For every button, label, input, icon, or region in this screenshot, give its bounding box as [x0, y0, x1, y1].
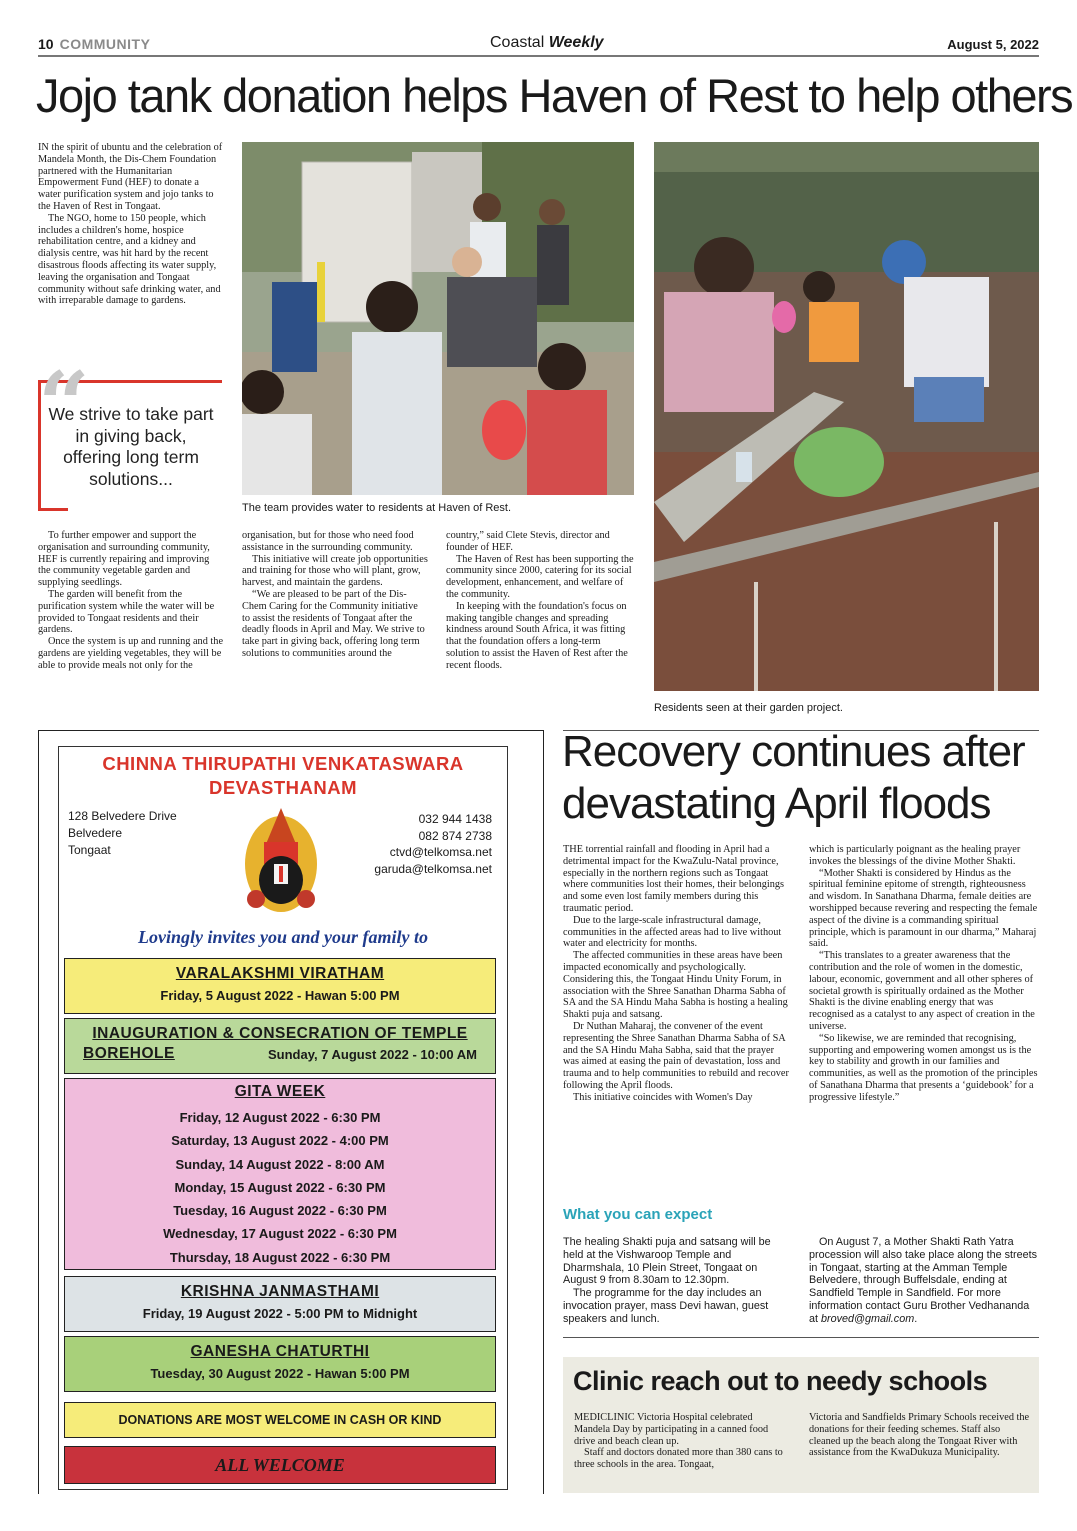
- masthead-coastal: Coastal: [490, 34, 545, 51]
- pull-quote: We strive to take part in giving back, offering long term solutions...: [48, 404, 214, 489]
- photo-water-team: [242, 142, 634, 495]
- paragraph: THE torrential rainfall and flooding in April had a detrimental impact for the KwaZulu-Natal province, especially in the northern regions such as Tongaat where communities lost their homes, their belongings and some even lost family members during this traumatic period.: [563, 844, 785, 914]
- address-line: 128 Belvedere Drive: [68, 809, 177, 823]
- deity-emblem-icon: [226, 804, 336, 916]
- paragraph: Staff and doctors donated more than 380 cans to three schools in the area. Tongaat,: [574, 1447, 783, 1471]
- masthead-weekly: Weekly: [548, 34, 604, 51]
- article-column: [38, 530, 224, 672]
- paragraph: This initiative will create job opportunities and training for those who will plant, grow, harvest, and maintain the gardens.: [242, 553, 428, 589]
- address-line: Tongaat: [68, 843, 111, 857]
- donations-text: DONATIONS ARE MOST WELCOME IN CASH OR KIND: [118, 1413, 442, 1427]
- paragraph: MEDICLINIC Victoria Hospital celebrated Mandela Day by participating in a canned food drive and beach clean up.: [574, 1412, 769, 1447]
- paragraph: This initiative coincides with Women's Day: [573, 1091, 753, 1103]
- article-column: [242, 530, 428, 660]
- donations-box: [64, 1402, 496, 1438]
- event-title: GITA WEEK: [234, 1083, 326, 1100]
- event-box-krishna: [64, 1276, 496, 1332]
- event-title: BOREHOLE: [83, 1045, 175, 1062]
- paragraph: To further empower and support the organisation and surrounding community, HEF is currently repairing and improving the community vegetable garden and supplying seedlings.: [38, 530, 210, 589]
- quote-mark-icon: “: [38, 352, 90, 458]
- info-column: [563, 1236, 789, 1326]
- event-time: Saturday, 13 August 2022 - 4:00 PM: [171, 1133, 389, 1149]
- page-folio: [38, 36, 150, 52]
- article-headline: Clinic reach out to needy schools: [573, 1366, 988, 1396]
- publication-date: August 5, 2022: [947, 37, 1039, 52]
- advert-title: [60, 752, 506, 800]
- paragraph: “We are pleased to be part of the Dis-Chem Caring for the Community initiative to assist the residents of Tongaat after the deadly floods in April and May. We strive to take part in giving back, offering long term solutions to communities around the: [242, 588, 425, 659]
- all-welcome-banner: [64, 1446, 496, 1484]
- article-column: [809, 1412, 1031, 1459]
- paragraph: “This translates to a greater awareness that the contribution and the role of women in the domestic, labour, economic, government and all other spheres of societal growth is spiritually ordained as the Mother Shakti is the divine enabling energy that was recognised as a catalyst to any aspect of creation in the universe.: [809, 950, 1035, 1032]
- header-rule: [38, 55, 1039, 57]
- paragraph: The affected communities in these areas have been impacted economically and psychologically. Considering this, the Tongaat Hindu Unity Forum, in association with the Shree Sanathan Dharma Sabha of SA and the SA Hindu Maha Sabha is hosting a healing Shakti puja and satsang.: [563, 950, 788, 1021]
- paragraph: Due to the large-scale infrastructural damage, communities in the affected areas had to live without water and electricity for months.: [563, 914, 782, 950]
- paragraph: which is particularly poignant as the healing prayer invokes the blessings of the divine Mother Shakti.: [809, 844, 1021, 867]
- page-number: 10: [38, 36, 54, 52]
- sub-heading: What you can expect: [563, 1206, 713, 1223]
- event-time: Sunday, 7 August 2022 - 10:00 AM: [267, 1047, 477, 1062]
- advert-invite: Lovingly invites you and your family to: [138, 927, 428, 947]
- paragraph: The Haven of Rest has been supporting the community since 2000, catering for its social development, enhancement, and welfare of the community.: [446, 553, 634, 600]
- event-box-gita-week: [64, 1078, 496, 1270]
- photo-caption: Residents seen at their garden project.: [654, 702, 843, 714]
- event-time: Friday, 19 August 2022 - 5:00 PM to Midnight: [142, 1306, 418, 1321]
- article-headline: Jojo tank donation helps Haven of Rest to help others: [36, 69, 1073, 122]
- paragraph: Once the system is up and running and the gardens are yielding vegetables, they will be able to provide meals not only for the: [38, 636, 224, 671]
- paragraph: The healing Shakti puja and satsang will be held at the Vishwaroop Temple and Dharmshala, 10 Plein Street, Tongaat on August 9 from 8.30am to 12.30pm.: [563, 1236, 771, 1287]
- article-column: [574, 1412, 790, 1471]
- advert-contacts: [352, 811, 492, 877]
- article-column: [563, 844, 789, 1104]
- info-column: [809, 1236, 1039, 1326]
- paragraph: organisation, but for those who need food assistance in the surrounding community.: [242, 530, 414, 553]
- event-box-ganesha: [64, 1336, 496, 1392]
- section-label: COMMUNITY: [59, 36, 151, 52]
- event-title: KRISHNA JANMASTHAMI: [180, 1283, 380, 1300]
- contact-email-link[interactable]: broved@gmail.com: [821, 1312, 915, 1325]
- masthead: [490, 34, 604, 52]
- advert-address: [68, 808, 177, 859]
- pull-quote-rule: [38, 508, 68, 511]
- headline-line: Recovery continues after: [562, 727, 1025, 776]
- phone-number: 082 874 2738: [418, 828, 492, 843]
- advert-title-line: CHINNA THIRUPATHI VENKATASWARA: [102, 753, 464, 774]
- event-time: Thursday, 18 August 2022 - 6:30 PM: [169, 1249, 391, 1265]
- event-time: Friday, 5 August 2022 - Hawan 5:00 PM: [160, 988, 400, 1003]
- article-column: [446, 530, 636, 672]
- paragraph: The programme for the day includes an invocation prayer, mass Devi hawan, guest speakers and lunch.: [563, 1287, 769, 1325]
- event-time: Tuesday, 16 August 2022 - 6:30 PM: [173, 1203, 387, 1219]
- article-column: [809, 844, 1039, 1104]
- punctuation: .: [914, 1312, 918, 1325]
- paragraph: “Mother Shakti is considered by Hindus as the spiritual feminine epitome of strength, righteousness and wisdom. In Sanathana Dharma, female deities are worshipped because revering and respecting the female aspect of the divine is a commanding spiritual principle, which is paramount in our dharma,” Maharaj said.: [809, 867, 1038, 950]
- paragraph: In keeping with the foundation's focus on making tangible changes and spreading kindness around South Africa, it was fitting that the foundation offers a long-term solution to assist the Haven of Rest after the recent floods.: [446, 600, 628, 671]
- section-rule: [563, 1337, 1039, 1338]
- event-time: Monday, 15 August 2022 - 6:30 PM: [174, 1179, 386, 1195]
- photo-caption: The team provides water to residents at Haven of Rest.: [242, 502, 512, 514]
- event-title: INAUGURATION & CONSECRATION OF TEMPLE: [92, 1025, 468, 1042]
- paragraph-text: On August 7, a Mother Shakti Rath Yatra procession will also take place along the streets in Tongaat, starting at the Amman Temple Belvedere, through Buffelsdale, ending at Sandfield Temple in Sandfield. For more information contact Guru Brother Vedhananda at: [809, 1236, 1038, 1325]
- paragraph: Dr Nuthan Maharaj, the convener of the event representing the Shree Sanathan Dharma Sabha of SA and the SA Hindu Maha Sabha, said that the prayer was aimed at easing the pain of devastation, loss and trauma and to help communities to rebuild and recover following the April floods.: [563, 1020, 789, 1091]
- article-headline: [562, 726, 1025, 830]
- event-time: Wednesday, 17 August 2022 - 6:30 PM: [163, 1226, 397, 1242]
- paragraph: Victoria and Sandfields Primary Schools received the donations for their feeding schemes. Staff also cleaned up the beach along the Tongaat River with assistance from the KwaDukuza Municipality.: [809, 1412, 1030, 1459]
- email-address: garuda@telkomsa.net: [374, 861, 492, 876]
- event-title: GANESHA CHATURTHI: [190, 1343, 370, 1360]
- photo-garden-residents: [654, 142, 1039, 691]
- event-schedule: [65, 1106, 495, 1269]
- article-column: [38, 142, 224, 307]
- headline-line: devastating April floods: [562, 779, 991, 828]
- paragraph: country,” said Clete Stevis, director and founder of HEF.: [446, 530, 610, 553]
- address-line: Belvedere: [68, 826, 123, 840]
- event-time: Tuesday, 30 August 2022 - Hawan 5:00 PM: [150, 1366, 410, 1381]
- advert-title-line: DEVASTHANAM: [208, 777, 358, 798]
- event-box-varalakshmi: [64, 958, 496, 1014]
- all-welcome-text: ALL WELCOME: [215, 1455, 345, 1475]
- paragraph: “So likewise, we are reminded that recognising, supporting and empowering women amongst us is the key to stability and growth in our families and communities, as well as the promotion of the principles of Sanathana Dharma that presents a ‘guidebook’ for a progressive lifestyle.”: [809, 1032, 1038, 1103]
- paragraph: The NGO, home to 150 people, which includes a children's home, hospice rehabilitation centre, and a kidney and dialysis centre, was hit hard by the recent disastrous floods affecting its water supply, leaving the organisation and Tongaat community without safe drinking water, and with irreparable damage to gardens.: [38, 212, 221, 307]
- event-time: Sunday, 14 August 2022 - 8:00 AM: [175, 1156, 385, 1172]
- paragraph: [809, 1236, 1039, 1326]
- email-address: ctvd@telkomsa.net: [389, 845, 492, 859]
- phone-number: 032 944 1438: [418, 812, 492, 826]
- event-time: Friday, 12 August 2022 - 6:30 PM: [179, 1110, 381, 1125]
- paragraph: IN the spirit of ubuntu and the celebration of Mandela Month, the Dis-Chem Foundation partnered with the Humanitarian Empowerment Fund (HEF) to donate a water purification system and jojo tanks to the Haven of Rest in Tongaat.: [38, 142, 223, 212]
- paragraph: The garden will benefit from the purification system while the water will be provided to Tongaat residents and their gardens.: [38, 588, 215, 636]
- event-box-inauguration: [64, 1018, 496, 1074]
- event-title: VARALAKSHMI VIRATHAM: [175, 965, 385, 982]
